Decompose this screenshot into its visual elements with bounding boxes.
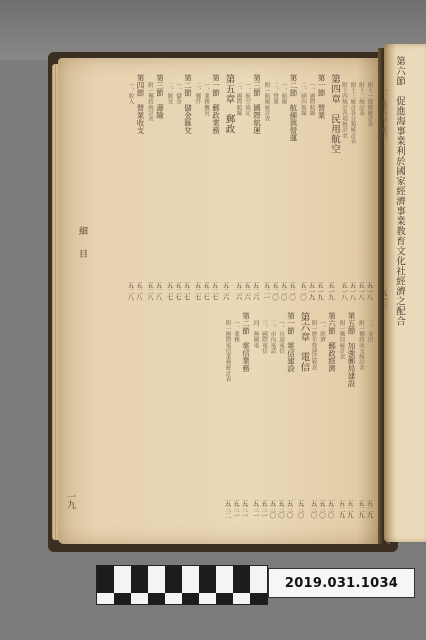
toc-entry-page: 五二七 [210,282,219,300]
right-page-item: 一、促進貿易之配合 [381,88,387,139]
right-page-title: 第六節 促進海事業利於國家經濟事業教育文化社經濟之配合 [394,56,405,326]
toc-entry-label: 一、收入 [127,82,134,105]
page-header: 細目 [77,226,87,272]
toc-entry-label: 第六章 電信 [298,312,310,372]
toc-entry-label: 附一國際電信業務統計表 [224,320,231,382]
toc-entry-label: 二、支出 [366,320,373,343]
toc-entry-page: 五二六 [251,282,260,300]
toc-entry-page: 五三一 [260,500,268,518]
toc-entry-page: 五三一 [251,500,260,518]
toc-entry-label: 二、國內航線 [300,82,306,116]
toc-entry-label: 第二節 航線與營運 [289,74,298,142]
toc-entry-page: 五三〇 [326,500,335,518]
toc-entry-page: 五二七 [182,282,191,300]
toc-entry-page: 五二七 [193,282,202,300]
toc-entry-page: 五二六 [221,282,230,300]
toc-entry-page: 五一九 [327,282,335,300]
toc-entry-label: 二、國際航線 [235,82,242,116]
toc-entry-page: 五二八 [146,282,154,300]
toc-entry-label: 二、匯兌 [166,82,173,105]
toc-entry-label: 第二節 儲金匯兌 [183,74,193,134]
right-page-item-page: 五一三 [380,290,388,308]
toc-entry-label: 二、市內電話 [269,320,276,354]
toc-entry-label: 第三節 壽險 [155,74,165,119]
toc-entry-label: 第五節 加強郵局建設 [347,312,356,387]
toc-entry-page: 五一八 [348,282,357,300]
toc-entry-page: 五二〇 [299,282,307,300]
toc-entry-page: 五三一 [240,500,249,518]
toc-entry-label: 二、郵件 [194,82,201,105]
toc-entry-page: 五二七 [165,282,174,300]
toc-entry-page: 五一九 [307,282,316,300]
toc-entry-label: 一、長途電信 [278,320,284,354]
toc-entry-page: 五二八 [135,282,143,300]
toc-entry-page: 五二八 [154,282,163,300]
toc-entry-label: 第四章 民用航空 [329,74,340,154]
toc-entry-page: 五一九 [316,282,324,300]
toc-entry-page: 五二九 [337,500,346,518]
toc-entry-label: 附一郵政收支統計表 [358,320,364,371]
toc-entry-page: 五二七 [202,282,210,300]
toc-entry-label: 附一歷年營運比較表 [310,320,317,371]
toc-entry-label: 第六節 郵政經濟 [327,312,337,372]
toc-entry-label: 一、航線 [280,82,287,105]
toc-entry-page: 五二九 [365,500,374,518]
toc-entry-label: 附十四統計各項統計表 [341,82,347,138]
toc-entry-page: 五三〇 [277,500,285,518]
toc-entry-page: 五三二 [223,500,232,518]
background-top [0,0,426,60]
toc-entry-label: 第一節 營業 [317,74,326,119]
toc-entry-label: 一、業務概況 [203,82,209,116]
toc-entry-page: 五二九 [357,500,365,518]
toc-entry-label: 三、國際電信 [261,320,267,354]
toc-entry-page: 五三〇 [309,500,318,518]
toc-entry-label: 第三節 國際航運 [252,74,262,134]
toc-entry-label: 一、儲金 [175,82,181,105]
toc-entry-page: 五三〇 [318,500,326,518]
toc-entry-label: 四、無線電 [252,320,259,348]
toc-entry-label: 附十二統計表 [358,82,364,116]
page-number: 一九 [65,492,75,508]
toc-entry-label: 一、航空協定 [244,82,250,116]
toc-entry-label: 一、業務 [233,320,239,343]
toc-entry-label: 第二節 電信業務 [241,312,251,372]
toc-entry-label: 第五章 郵政 [223,74,235,134]
toc-entry-label: 附一郵局統計表 [338,320,345,360]
scale-bar-lower [96,593,268,605]
toc-entry-label: 第一節 電信建設 [286,312,296,372]
toc-entry-page: 五三〇 [296,500,305,518]
toc-entry-label: 附一郵政統計表 [147,82,153,122]
accession-label: 2019.031.1034 [268,568,415,598]
toc-entry-page: 五一八 [340,282,348,300]
toc-entry-page: 五二〇 [271,282,279,300]
toc-entry-page: 五三一 [232,500,240,518]
toc-entry-page: 五一八 [365,282,374,300]
toc-entry-page: 五三〇 [268,500,277,518]
toc-entry-label: 第一節 郵政業務 [211,74,221,134]
toc-entry-page: 五二八 [126,282,135,300]
toc-entry-page: 五二六 [234,282,243,300]
toc-entry-label: 附十三統計各分類統計表 [349,82,356,144]
toc-entry-page: 五二九 [346,500,354,518]
toc-entry-page: 五二〇 [279,282,288,300]
toc-entry-label: 第四節 營業收支 [136,74,145,134]
toc-entry-page: 五二六 [243,282,251,300]
toc-entry-page: 五二七 [174,282,182,300]
toc-entry-label: 附一航線統計表 [263,82,270,122]
toc-entry-page: 五二〇 [288,282,296,300]
toc-entry-page: 五一八 [357,282,365,300]
toc-entry-label: 二、營運 [272,82,278,105]
toc-entry-label: 一、國際航線 [308,82,315,116]
toc-entry-label: 附十一提撥統計表 [366,82,373,127]
toc-entry-page: 五二一 [262,282,271,300]
toc-entry-page: 五三〇 [285,500,294,518]
toc-entry-label: 一、經濟 [319,320,325,343]
